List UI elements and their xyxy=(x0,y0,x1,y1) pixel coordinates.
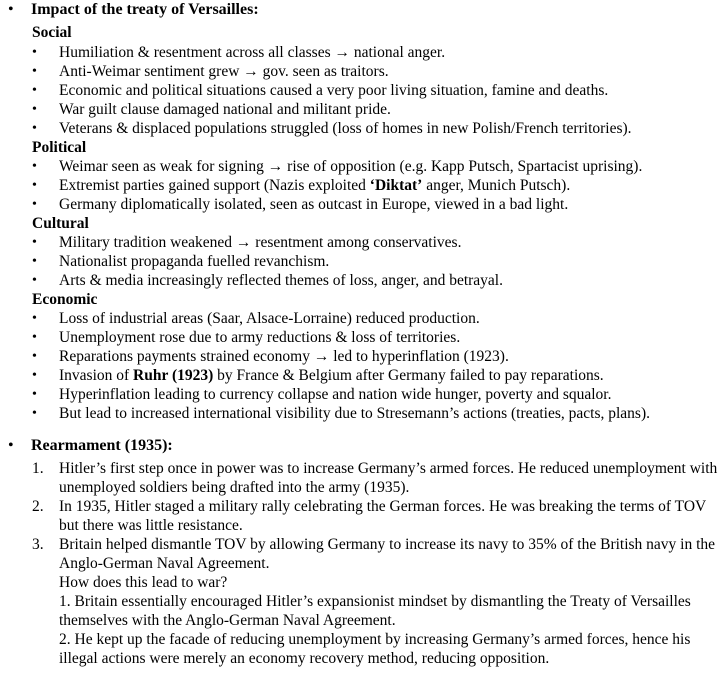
question-text: How does this lead to war? xyxy=(59,574,228,591)
answer-item: 2. He kept up the facade of reducing unemployment by increasing Germany’s armed forces, hence his illegal actions were merely an economy recovery method, reducing opposition. xyxy=(59,631,691,667)
numbered-item: 3. Britain helped dismantle TOV by allowing Germany to increase its navy to 35% of the British navy in the Anglo-German Naval Agreement. xyxy=(32,536,716,572)
subheading-political: Political xyxy=(32,139,87,156)
bullet-icon: • xyxy=(32,387,37,402)
section-heading-rearmament: Rearmament (1935): xyxy=(31,437,173,454)
subheading-economic: Economic xyxy=(32,291,98,308)
bullet-icon: • xyxy=(32,178,37,193)
bullet-icon: • xyxy=(32,235,37,250)
bullet-icon: • xyxy=(32,121,37,136)
bullet-icon: • xyxy=(32,83,37,98)
bullet-icon: • xyxy=(32,102,37,117)
bullet-icon: • xyxy=(8,1,14,18)
bold-term-ruhr: Ruhr (1923) xyxy=(133,367,214,384)
subheading-social: Social xyxy=(32,24,72,41)
bold-term-diktat: ‘Diktat’ xyxy=(369,177,423,194)
bullet-icon: • xyxy=(32,368,37,383)
section-heading-impact: Impact of the treaty of Versailles: xyxy=(31,1,259,18)
bullet-icon: • xyxy=(32,330,37,345)
numbered-item: 2. In 1935, Hitler staged a military rally celebrating the German forces. He was breaking the terms of TOV but there was little resistance. xyxy=(32,498,706,534)
subheading-cultural: Cultural xyxy=(32,215,89,232)
bullet-icon: • xyxy=(32,64,37,79)
bullet-icon: • xyxy=(32,311,37,326)
answer-item: 1. Britain essentially encouraged Hitler’s expansionist mindset by dismantling the Treaty of Versailles themselves with the Anglo-German Naval Agreement. xyxy=(59,593,691,629)
bullet-icon: • xyxy=(32,197,37,212)
bullet-icon: • xyxy=(32,45,37,60)
bullet-icon: • xyxy=(32,349,37,364)
bullet-icon: • xyxy=(32,159,37,174)
bullet-icon: • xyxy=(32,254,37,269)
numbered-item: 1. Hitler’s first step once in power was to increase Germany’s armed forces. He reduced unemployment with unemployed soldiers being drafted into the army (1935). xyxy=(32,460,718,496)
bullet-icon: • xyxy=(8,437,14,454)
bullet-icon: • xyxy=(32,273,37,288)
bullet-icon: • xyxy=(32,406,37,421)
